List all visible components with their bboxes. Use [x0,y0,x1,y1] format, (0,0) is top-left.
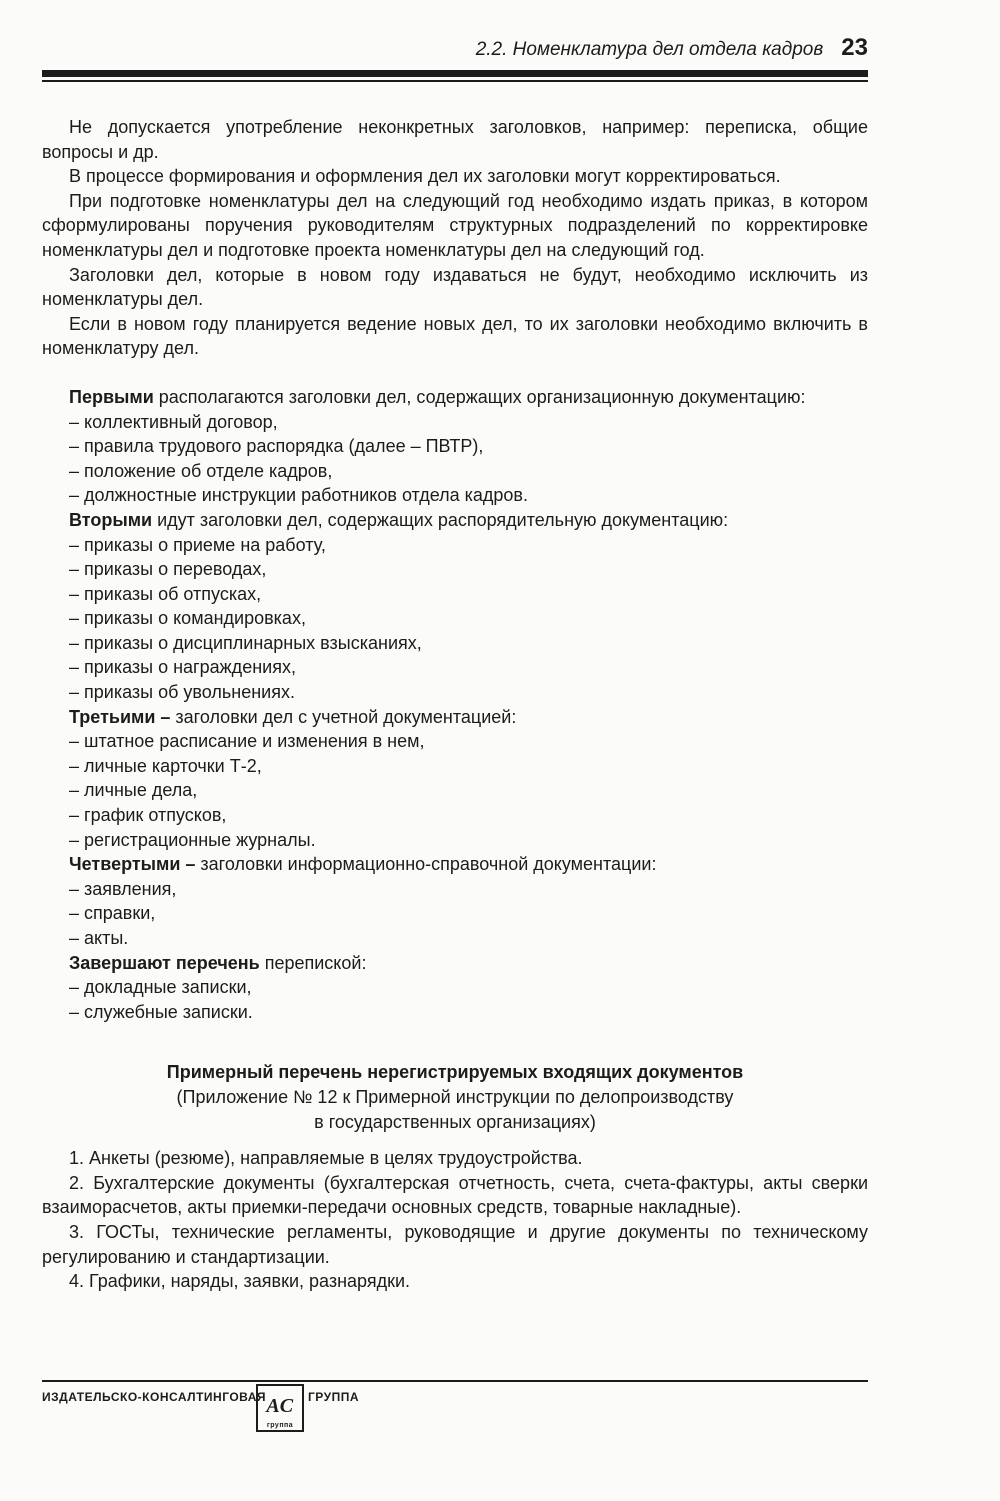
spacer [42,1024,868,1048]
group-lead-bold: Третьими – [69,706,171,727]
footer-rule [42,1380,868,1382]
page-body [42,115,868,1294]
list-item: – заявления, [69,878,177,899]
list-item: – должностные инструкции работников отдела кадров. [69,485,528,506]
group-lead-bold: Завершают перечень [69,952,260,973]
list-item: – коллективный договор, [69,411,278,432]
group-lead-text: заголовки информационно-справочной документации: [195,854,657,875]
list-item: – приказы о приеме на работу, [69,534,326,555]
group-lead-text: идут заголовки дел, содержащих распорядительную документацию: [152,509,729,530]
list-item: – личные карточки Т-2, [69,755,262,776]
logo-caption: группа [266,1422,294,1429]
list-item: – приказы об увольнениях. [69,682,295,703]
list-entry: 4. Графики, наряды, заявки, разнарядки. [69,1271,411,1292]
spacer [42,1048,868,1060]
group-lead [42,852,868,877]
group-lead-bold: Вторыми [69,509,153,530]
section-title: 2.2. Номенклатура дел отдела кадров [475,39,824,60]
paragraph: При подготовке номенклатуры дел на следующий год необходимо издать приказ, в котором сформулированы поручения руководителям структурных подразделений по корректировке номенклатуры дел и подготовке проекта номенклатуры дел на следующий год. [42,190,868,260]
publisher-logo-icon [256,1384,304,1432]
list-item: – приказы об отпусках, [69,583,262,604]
paragraph: Если в новом году планируется ведение новых дел, то их заголовки необходимо включить в номенклатуру дел. [42,313,868,359]
spacer [42,1134,868,1146]
list-item: – положение об отделе кадров, [69,460,333,481]
list-item: – штатное расписание и изменения в нем, [69,731,425,752]
header-rule-thin [42,80,868,82]
list-item: – регистрационные журналы. [69,829,316,850]
paragraph: Заголовки дел, которые в новом году издаваться не будут, необходимо исключить из номенклатуры дел. [42,264,868,310]
list-entry: 2. Бухгалтерские документы (бухгалтерская отчетность, счета, счета-фактуры, акты сверки взаиморасчетов, акты приемки-передачи основных средств, товарные накладные). [42,1172,868,1218]
paragraph: В процессе формирования и оформления дел их заголовки могут корректироваться. [69,166,781,187]
list-item: – приказы о дисциплинарных взысканиях, [69,632,422,653]
list-item: – справки, [69,903,156,924]
list-section-subtitle: (Приложение № 12 к Примерной инструкции по делопроизводству [176,1086,734,1107]
page-number: 23 [841,34,868,61]
group-lead [42,705,868,730]
list-item: – приказы о командировках, [69,608,306,629]
list-item: – правила трудового распорядка (далее – ПВТР), [69,436,484,457]
group-lead-text: располагаются заголовки дел, содержащих организационную документацию: [153,386,806,407]
group-lead-bold: Четвертыми – [69,854,196,875]
group-lead-bold: Первыми [69,386,154,407]
publisher-name-left: ИЗДАТЕЛЬСКО-КОНСАЛТИНГОВАЯ [42,1390,267,1404]
list-entry: 3. ГОСТы, технические регламенты, руководящие и другие документы по техническому регулированию и стандартизации. [42,1221,868,1267]
publisher-name-right: ГРУППА [308,1390,360,1404]
list-item: – личные дела, [69,780,198,801]
list-item: – приказы о награждениях, [69,657,296,678]
group-lead [42,385,868,410]
list-item: – служебные записки. [69,1001,253,1022]
header-rule-thick [42,70,868,77]
list-item: – приказы о переводах, [69,559,267,580]
running-header [42,34,868,64]
group-lead [42,508,868,533]
spacer [42,361,868,385]
paragraph: Не допускается употребление неконкретных заголовков, например: переписка, общие вопросы и др. [42,117,868,162]
list-entry: 1. Анкеты (резюме), направляемые в целях трудоустройства. [69,1148,583,1169]
group-lead [42,951,868,976]
list-section-subtitle: в государственных организациях) [314,1111,596,1132]
group-lead-text: перепиской: [259,952,367,973]
group-lead-text: заголовки дел с учетной документацией: [170,706,517,727]
list-item: – докладные записки, [69,977,252,998]
list-item: – график отпусков, [69,805,227,826]
logo-letters: АС [266,1395,294,1417]
list-item: – акты. [69,928,129,948]
publisher-footer [42,1384,442,1444]
list-section-title: Примерный перечень нерегистрируемых входящих документов [166,1062,744,1083]
